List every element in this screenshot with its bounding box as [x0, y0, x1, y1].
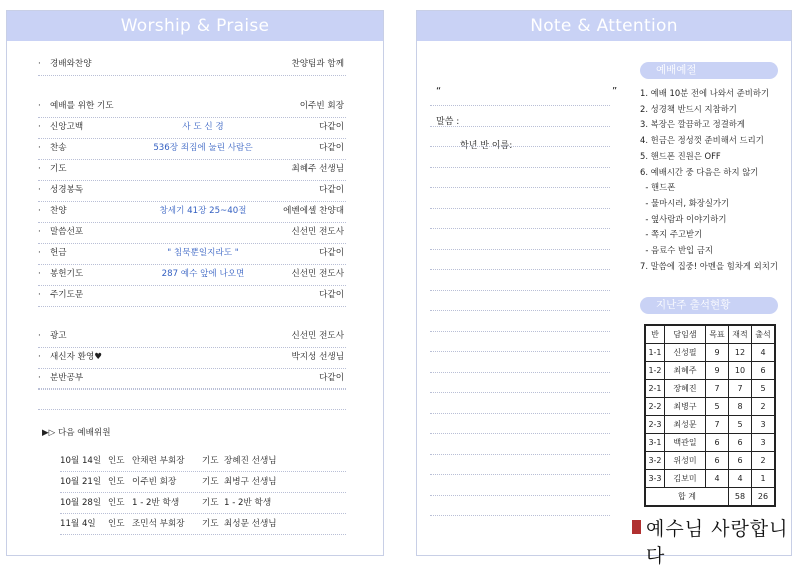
attendance-cell: 7 — [706, 380, 729, 398]
schedule-leader: 안채련 부회장 — [132, 456, 185, 466]
schedule-prayer-label: 기도 — [202, 498, 219, 508]
attendance-cell: 장혜진 — [665, 380, 706, 398]
note-panel-title: Note & Attention — [417, 11, 791, 41]
attendance-cell: 1-2 — [645, 362, 665, 380]
etiquette-item: 3. 복장은 깔끔하고 정결하게 — [640, 119, 745, 130]
attendance-cell: 6 — [706, 452, 729, 470]
attendance-cell: 3-3 — [645, 470, 665, 488]
bullet: · — [38, 227, 41, 237]
service-item-label: 찬양 — [50, 206, 67, 216]
service-item-leader: 다같이 — [319, 248, 344, 258]
note-line — [430, 105, 610, 106]
attendance-cell: 9 — [706, 344, 729, 362]
attendance-cell: 4 — [752, 344, 776, 362]
etiquette-title: 예배예절 — [640, 62, 778, 79]
attendance-cell: 백관일 — [665, 434, 706, 452]
attendance-cell: 7 — [729, 380, 752, 398]
etiquette-item: - 옆사람과 이야기하기 — [640, 213, 727, 224]
schedule-prayer: 1 - 2반 학생 — [224, 498, 272, 508]
note-line — [430, 310, 610, 311]
etiquette-item: - 쪽지 주고받기 — [640, 229, 703, 240]
note-line — [430, 454, 610, 455]
etiquette-item: 5. 핸드폰 진원은 OFF — [640, 150, 721, 161]
attendance-cell: 2-3 — [645, 416, 665, 434]
service-item-label: 예배를 위한 기도 — [50, 101, 114, 111]
schedule-lead-label: 인도 — [108, 498, 125, 508]
note-line — [430, 249, 610, 250]
schedule-prayer-label: 기도 — [202, 456, 219, 466]
note-line — [430, 146, 610, 147]
attendance-cell: 1-1 — [645, 344, 665, 362]
attendance-cell: 최성문 — [665, 416, 706, 434]
attendance-table — [644, 324, 776, 507]
attendance-row — [645, 470, 775, 488]
note-line — [430, 269, 610, 270]
service-item — [38, 222, 346, 244]
service-item-leader: 신선민 전도사 — [291, 269, 344, 279]
bullet: · — [38, 331, 41, 341]
bullet: · — [38, 164, 41, 174]
note-line — [430, 433, 610, 434]
etiquette-item: - 음료수 반입 금지 — [640, 245, 713, 255]
schedule-lead-label: 인도 — [108, 519, 125, 529]
bullet: · — [38, 143, 41, 153]
schedule-prayer: 최병구 선생님 — [224, 477, 277, 487]
etiquette-item: - 물마시러, 화장실가기 — [640, 197, 730, 208]
schedule-leader: 1 - 2반 학생 — [132, 498, 180, 508]
service-item — [38, 243, 346, 265]
attendance-header-cell: 담임샘 — [665, 325, 706, 344]
schedule-prayer: 최성문 선생님 — [224, 519, 277, 529]
attendance-cell: 12 — [729, 344, 752, 362]
service-item-label: 새신자 환영♥ — [50, 352, 102, 362]
attendance-cell: 1 — [752, 470, 776, 488]
attendance-cell: 5 — [729, 416, 752, 434]
bullet: · — [38, 59, 41, 69]
etiquette-item: - 핸드폰 — [640, 182, 676, 193]
service-item — [38, 201, 346, 223]
attendance-cell: 4 — [706, 470, 729, 488]
worship-panel-title: Worship & Praise — [7, 11, 383, 41]
bullet: · — [38, 185, 41, 195]
service-item-label: 주기도문 — [50, 290, 84, 300]
service-item-leader: 찬양팀과 함께 — [291, 59, 344, 69]
attendance-total-row — [645, 488, 775, 507]
bullet: · — [38, 373, 41, 383]
etiquette-item: 2. 성경책 반드시 지참하기 — [640, 103, 737, 114]
quote-close: ” — [612, 86, 618, 97]
attendance-header-row — [645, 325, 775, 344]
note-line — [430, 228, 610, 229]
service-item-leader: 다같이 — [319, 373, 344, 383]
note-line — [430, 290, 610, 291]
attendance-header-cell: 재적 — [729, 325, 752, 344]
divider — [38, 306, 346, 307]
bullet: · — [38, 269, 41, 279]
schedule-date: 10월 28일 — [60, 498, 102, 508]
service-item-leader: 다같이 — [319, 122, 344, 132]
bullet: · — [38, 101, 41, 111]
bullet: · — [38, 206, 41, 216]
note-line — [430, 372, 610, 373]
service-item-leader: 최혜주 선생님 — [291, 164, 344, 174]
schedule-prayer-label: 기도 — [202, 519, 219, 529]
bullet: · — [38, 352, 41, 362]
service-item — [38, 96, 346, 118]
service-item-leader: 박지성 선생님 — [291, 352, 344, 362]
attendance-row — [645, 362, 775, 380]
schedule-row — [60, 493, 346, 514]
attendance-cell: 7 — [706, 416, 729, 434]
etiquette-item: 1. 예배 10분 전에 나와서 준비하기 — [640, 88, 770, 98]
service-item-leader: 다같이 — [319, 185, 344, 195]
service-item-label: 기도 — [50, 164, 67, 174]
attendance-cell: 8 — [729, 398, 752, 416]
service-item-detail: 사 도 신 경 — [182, 122, 224, 132]
attendance-row — [645, 398, 775, 416]
attendance-cell: 2 — [752, 398, 776, 416]
attendance-row — [645, 380, 775, 398]
attendance-cell: 4 — [729, 470, 752, 488]
attendance-cell: 최혜주 — [665, 362, 706, 380]
note-line — [430, 187, 610, 188]
attendance-cell: 신성필 — [665, 344, 706, 362]
attendance-cell: 2 — [752, 452, 776, 470]
attendance-cell: 김보미 — [665, 470, 706, 488]
note-line — [430, 413, 610, 414]
divider — [38, 388, 346, 389]
attendance-cell: 6 — [729, 452, 752, 470]
service-item-leader: 에벤에셀 찬양대 — [283, 206, 344, 216]
attendance-cell: 6 — [752, 362, 776, 380]
attendance-cell: 9 — [706, 362, 729, 380]
attendance-cell: 10 — [729, 362, 752, 380]
bullet: · — [38, 290, 41, 300]
service-item-detail: 536장 죄짐에 눌린 사람은 — [153, 143, 253, 153]
service-item-label: 말씀선포 — [50, 227, 84, 237]
service-item-leader: 이주빈 회장 — [299, 101, 344, 111]
attendance-cell: 3-1 — [645, 434, 665, 452]
service-item-detail: " 침묵뿐일지라도 " — [167, 248, 239, 258]
service-item-label: 봉헌기도 — [50, 269, 84, 279]
note-line — [430, 515, 610, 516]
attendance-header-cell: 출석 — [752, 325, 776, 344]
service-item-leader: 다같이 — [319, 143, 344, 153]
schedule-date: 10월 14일 — [60, 456, 102, 466]
etiquette-item: 7. 말씀에 집중! 아멘을 힘차게 외치기 — [640, 260, 778, 271]
service-item-leader: 다같이 — [319, 290, 344, 300]
bullet: · — [38, 248, 41, 258]
schedule-row — [60, 514, 346, 535]
attendance-row — [645, 344, 775, 362]
service-item — [38, 180, 346, 202]
attendance-cell: 3 — [752, 434, 776, 452]
attendance-title: 지난주 출석현황 — [640, 297, 778, 314]
schedule-leader: 조민석 부회장 — [132, 519, 185, 529]
service-item — [38, 285, 346, 307]
attendance-cell: 위성미 — [665, 452, 706, 470]
service-item — [38, 54, 346, 76]
attendance-cell: 5 — [752, 380, 776, 398]
next-worship-title: ▶▷ 다음 예배위원 — [42, 428, 111, 438]
class-name-line: 학년 반 이름: — [460, 141, 513, 151]
service-item — [38, 368, 346, 390]
attendance-header-cell: 목표 — [706, 325, 729, 344]
service-item — [38, 159, 346, 181]
etiquette-item: 6. 예배시간 중 다음은 하지 않기 — [640, 166, 759, 177]
service-item-detail: 창세기 41장 25~40절 — [159, 206, 247, 216]
service-item-leader: 신선민 전도사 — [291, 227, 344, 237]
divider — [38, 409, 346, 410]
schedule-row — [60, 472, 346, 493]
service-item-detail: 287 예수 앞에 나오면 — [161, 269, 245, 279]
schedule-lead-label: 인도 — [108, 477, 125, 487]
sermon-word-label: 말씀 : — [436, 117, 460, 127]
schedule-prayer-label: 기도 — [202, 477, 219, 487]
service-item — [38, 326, 346, 348]
service-item-leader: 신선민 전도사 — [291, 331, 344, 341]
service-item — [38, 117, 346, 139]
attendance-row — [645, 452, 775, 470]
service-item-label: 신앙고백 — [50, 122, 84, 132]
attendance-header-cell: 반 — [645, 325, 665, 344]
seal-icon — [632, 520, 641, 534]
attendance-total-label: 합 계 — [645, 488, 729, 507]
attendance-cell: 3 — [752, 416, 776, 434]
note-line — [430, 474, 610, 475]
schedule-leader: 이주빈 회장 — [132, 477, 177, 487]
attendance-cell: 6 — [706, 434, 729, 452]
schedule-row — [60, 451, 346, 472]
note-line — [430, 351, 610, 352]
attendance-cell: 3-2 — [645, 452, 665, 470]
note-line — [430, 331, 610, 332]
service-item-label: 찬송 — [50, 143, 67, 153]
service-item-label: 광고 — [50, 331, 67, 341]
service-item — [38, 138, 346, 160]
bullet: · — [38, 122, 41, 132]
attendance-cell: 2-2 — [645, 398, 665, 416]
attendance-total-enrolled: 58 — [729, 488, 752, 507]
signature: 예수님 사랑합니다 — [646, 518, 789, 567]
attendance-row — [645, 434, 775, 452]
schedule-date: 10월 21일 — [60, 477, 102, 487]
schedule-date: 11월 4일 — [60, 519, 96, 529]
attendance-total-attend: 26 — [752, 488, 776, 507]
attendance-cell: 최병구 — [665, 398, 706, 416]
note-line — [430, 495, 610, 496]
note-line — [430, 392, 610, 393]
note-line — [430, 208, 610, 209]
attendance-cell: 2-1 — [645, 380, 665, 398]
service-item — [38, 347, 346, 369]
quote-open: “ — [436, 86, 442, 97]
note-line — [430, 126, 610, 127]
service-item-label: 성경봉독 — [50, 185, 84, 195]
service-item-label: 헌금 — [50, 248, 67, 258]
service-item — [38, 264, 346, 286]
schedule-lead-label: 인도 — [108, 456, 125, 466]
attendance-cell: 5 — [706, 398, 729, 416]
service-item-label: 분반공부 — [50, 373, 84, 383]
attendance-cell: 6 — [729, 434, 752, 452]
etiquette-item: 4. 헌금은 정성껏 준비해서 드리기 — [640, 135, 764, 146]
schedule-prayer: 장혜진 선생님 — [224, 456, 277, 466]
note-line — [430, 167, 610, 168]
service-item-label: 경배와찬양 — [50, 59, 92, 69]
attendance-row — [645, 416, 775, 434]
